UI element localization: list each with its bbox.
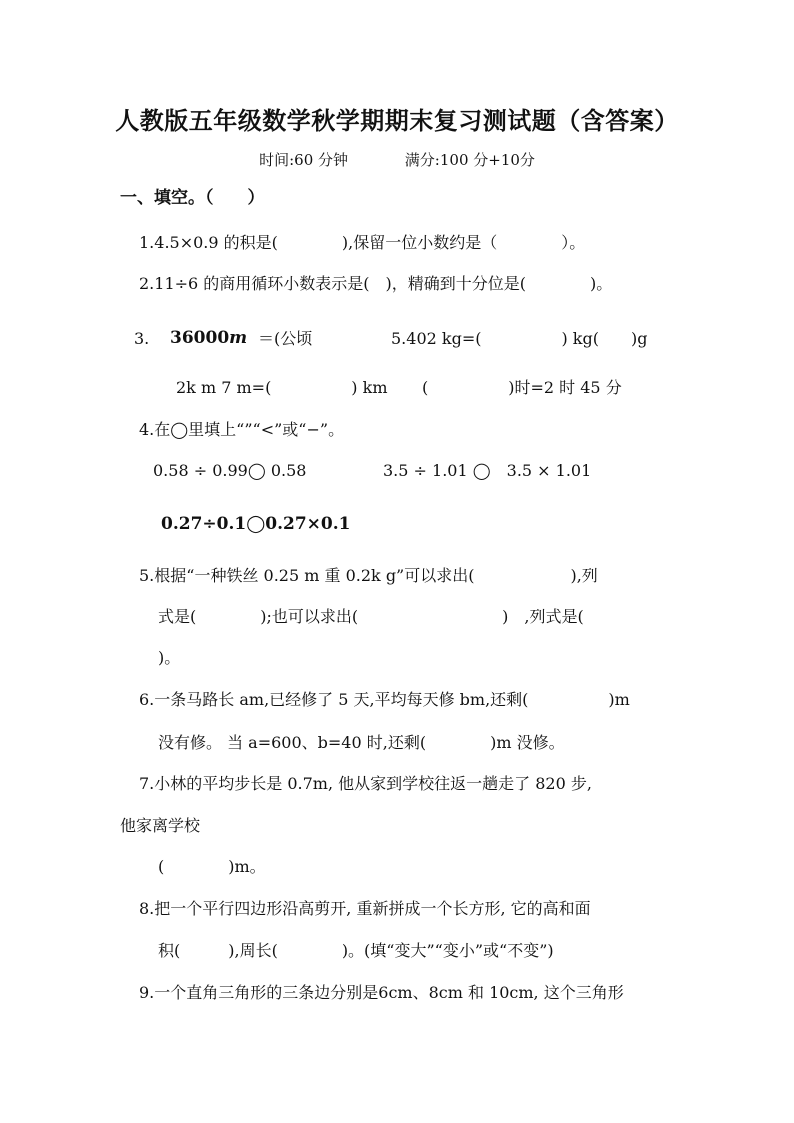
section-heading-fill-in: 一、填空。（ ） xyxy=(120,188,265,208)
question-4: 4.在◯里填上“”“<”或“−”。 xyxy=(139,420,345,439)
question-6-line-1: 6.一条马路长 am,已经修了 5 天,平均每天修 bm,还剩( )m xyxy=(139,690,630,709)
question-2: 2.11÷6 的商用循环小数表示是( )，精确到十分位是( )。 xyxy=(139,274,613,293)
full-score: 满分:100 分+10分 xyxy=(404,151,535,169)
question-4-a: 0.58 ÷ 0.99◯ 0.58 xyxy=(153,461,307,480)
question-1: 1.4.5×0.9 的积是( ),保留一位小数约是（ ）。 xyxy=(139,233,586,252)
question-3-number: 3. xyxy=(134,329,150,348)
question-3-kg: 5.402 kg=( ) kg( )g xyxy=(391,329,648,348)
question-5-line-1: 5.根据“一种铁丝 0.25 m 重 0.2k g”可以求出( ),列 xyxy=(139,566,598,585)
exam-info xyxy=(0,150,794,170)
question-3-hours: ( )时=2 时 45 分 xyxy=(422,378,622,397)
question-4-c: 0.27÷0.1◯0.27×0.1 xyxy=(161,514,351,534)
question-9-line-1: 9.一个直角三角形的三条边分别是6cm、8cm 和 10cm, 这个三角形 xyxy=(139,983,624,1002)
question-5-line-3: )。 xyxy=(158,648,181,667)
question-7-line-3: ( )m。 xyxy=(158,857,266,876)
question-6-line-2: 没有修。 当 a=600、b=40 时,还剩( )m 没修。 xyxy=(158,733,565,752)
question-4-b: 3.5 ÷ 1.01 ◯ 3.5 × 1.01 xyxy=(383,461,592,480)
time-limit: 时间:60 分钟 xyxy=(259,151,349,169)
question-7-line-1: 7.小林的平均步长是 0.7m, 他从家到学校往返一趟走了 820 步, xyxy=(139,774,592,793)
question-8-line-2: 积( ),周长( )。(填“变大”“变小”或“不变”) xyxy=(158,941,554,960)
question-8-line-1: 8.把一个平行四边形沿高剪开, 重新拼成一个长方形, 它的高和面 xyxy=(139,899,591,918)
question-3-value: 36000m xyxy=(170,328,248,348)
question-7-line-2: 他家离学校 xyxy=(120,816,201,835)
question-5-line-2: 式是( );也可以求出( ) ,列式是( xyxy=(158,607,584,626)
page-title: 人教版五年级数学秋学期期末复习测试题（含答案） xyxy=(115,107,679,135)
question-3-hectare: ＝(公顷 xyxy=(258,329,313,348)
question-3-km: 2k m 7 m=( ) km xyxy=(176,378,388,397)
